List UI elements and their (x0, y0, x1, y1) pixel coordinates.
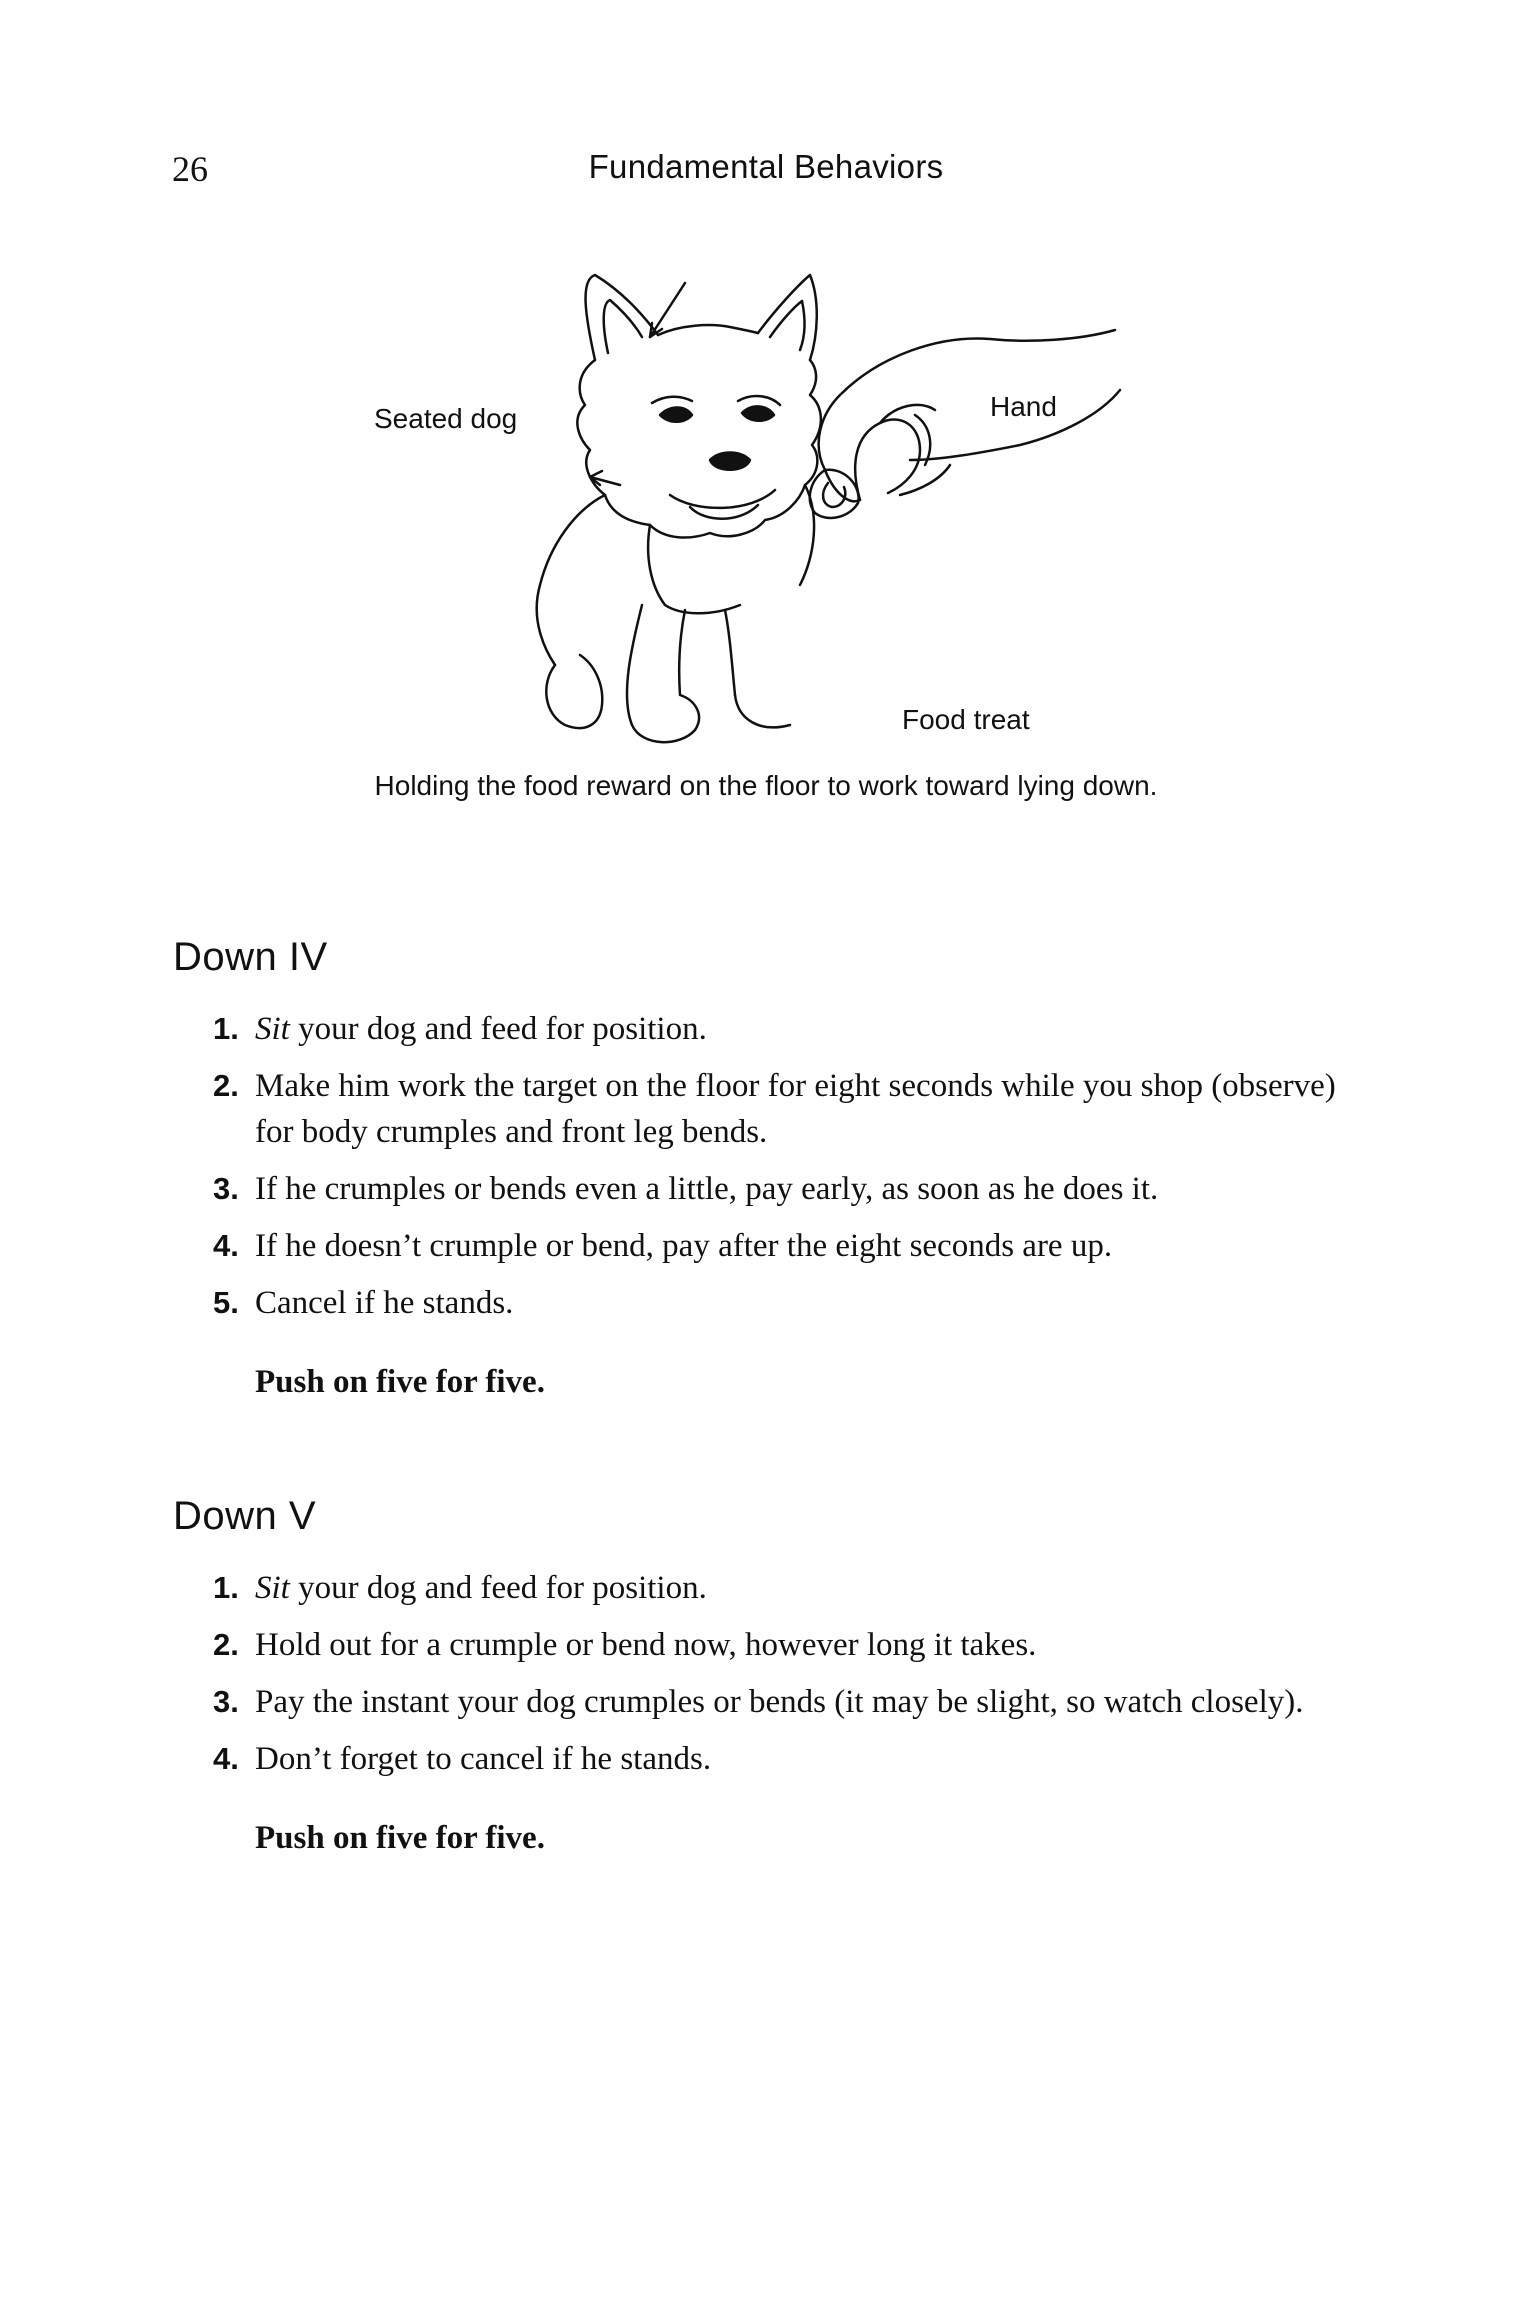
list-item (173, 1679, 1375, 1725)
list-item (173, 1006, 1375, 1052)
dog-back-leg (546, 655, 602, 728)
dog-head-outline (577, 360, 821, 538)
label-hand: Hand (990, 391, 1057, 422)
section-down-iv (173, 935, 1373, 1401)
step-list (173, 1006, 1373, 1326)
step-number: 3. (213, 1684, 239, 1719)
step-number: 1. (213, 1011, 239, 1046)
dog-left-brow (652, 397, 692, 403)
step-text: Cancel if he stands. (255, 1285, 514, 1321)
list-item (173, 1622, 1375, 1668)
dog-head-top (658, 325, 758, 335)
step-text: Don’t forget to cancel if he stands. (255, 1741, 712, 1777)
step-list (173, 1565, 1373, 1782)
dog-left-shoulder (537, 495, 605, 665)
dog-front-left-leg (627, 605, 699, 742)
dog-drawing (380, 255, 1140, 755)
dog-illustration (374, 255, 1140, 755)
dog-left-eye (660, 408, 692, 422)
step-number: 3. (213, 1171, 239, 1206)
label-food-treat: Food treat (902, 704, 1030, 735)
dog-right-ear (758, 275, 817, 360)
step-emphasis: Sit (255, 1570, 290, 1606)
dog-right-brow (738, 396, 780, 405)
list-item (173, 1565, 1375, 1611)
step-text: Make him work the target on the floor for eight seconds while you shop (observe) for body crumples and front leg bends. (255, 1068, 1336, 1150)
section-tagline: Push on five for five. (255, 1364, 545, 1400)
dog-right-shoulder (800, 485, 814, 585)
list-item (173, 1280, 1375, 1326)
step-text: your dog and feed for position. (289, 1570, 707, 1606)
step-text: Pay the instant your dog crumples or bends (it may be slight, so watch closely). (255, 1684, 1304, 1720)
list-item (173, 1223, 1375, 1269)
step-emphasis: Sit (255, 1011, 290, 1047)
dog-left-ear (586, 275, 658, 360)
dog-nose (710, 453, 750, 470)
section-title: Down IV (173, 935, 328, 979)
list-item (173, 1736, 1375, 1782)
step-text: If he doesn’t crumple or bend, pay after the eight seconds are up. (255, 1228, 1113, 1264)
section-title: Down V (173, 1494, 317, 1538)
step-text: your dog and feed for position. (289, 1011, 707, 1047)
step-text: Hold out for a crumple or bend now, however long it takes. (255, 1627, 1037, 1663)
step-number: 2. (213, 1627, 239, 1662)
step-number: 4. (213, 1228, 239, 1263)
running-title: Fundamental Behaviors (588, 148, 944, 185)
dog-right-ear-inner (770, 301, 804, 350)
step-number: 2. (213, 1068, 239, 1103)
list-item (173, 1063, 1375, 1155)
hand-outline (819, 330, 1115, 501)
step-text: If he crumples or bends even a little, pay early, as soon as he does it. (255, 1171, 1159, 1207)
dog-mouth (670, 490, 775, 508)
dog-chest (648, 525, 740, 613)
list-item (173, 1166, 1375, 1212)
section-down-v (173, 1494, 1373, 1857)
dog-front-right-leg (725, 610, 735, 695)
section-tagline: Push on five for five. (255, 1820, 545, 1856)
step-number: 5. (213, 1285, 239, 1320)
dog-right-eye (742, 406, 774, 420)
dog-front-right-paw (735, 695, 790, 727)
page-number: 26 (172, 149, 208, 189)
label-seated-dog: Seated dog (374, 403, 518, 434)
food-treat (810, 470, 859, 518)
step-number: 1. (213, 1570, 239, 1605)
step-number: 4. (213, 1741, 239, 1776)
figure-caption: Holding the food reward on the floor to work toward lying down. (374, 770, 1158, 801)
